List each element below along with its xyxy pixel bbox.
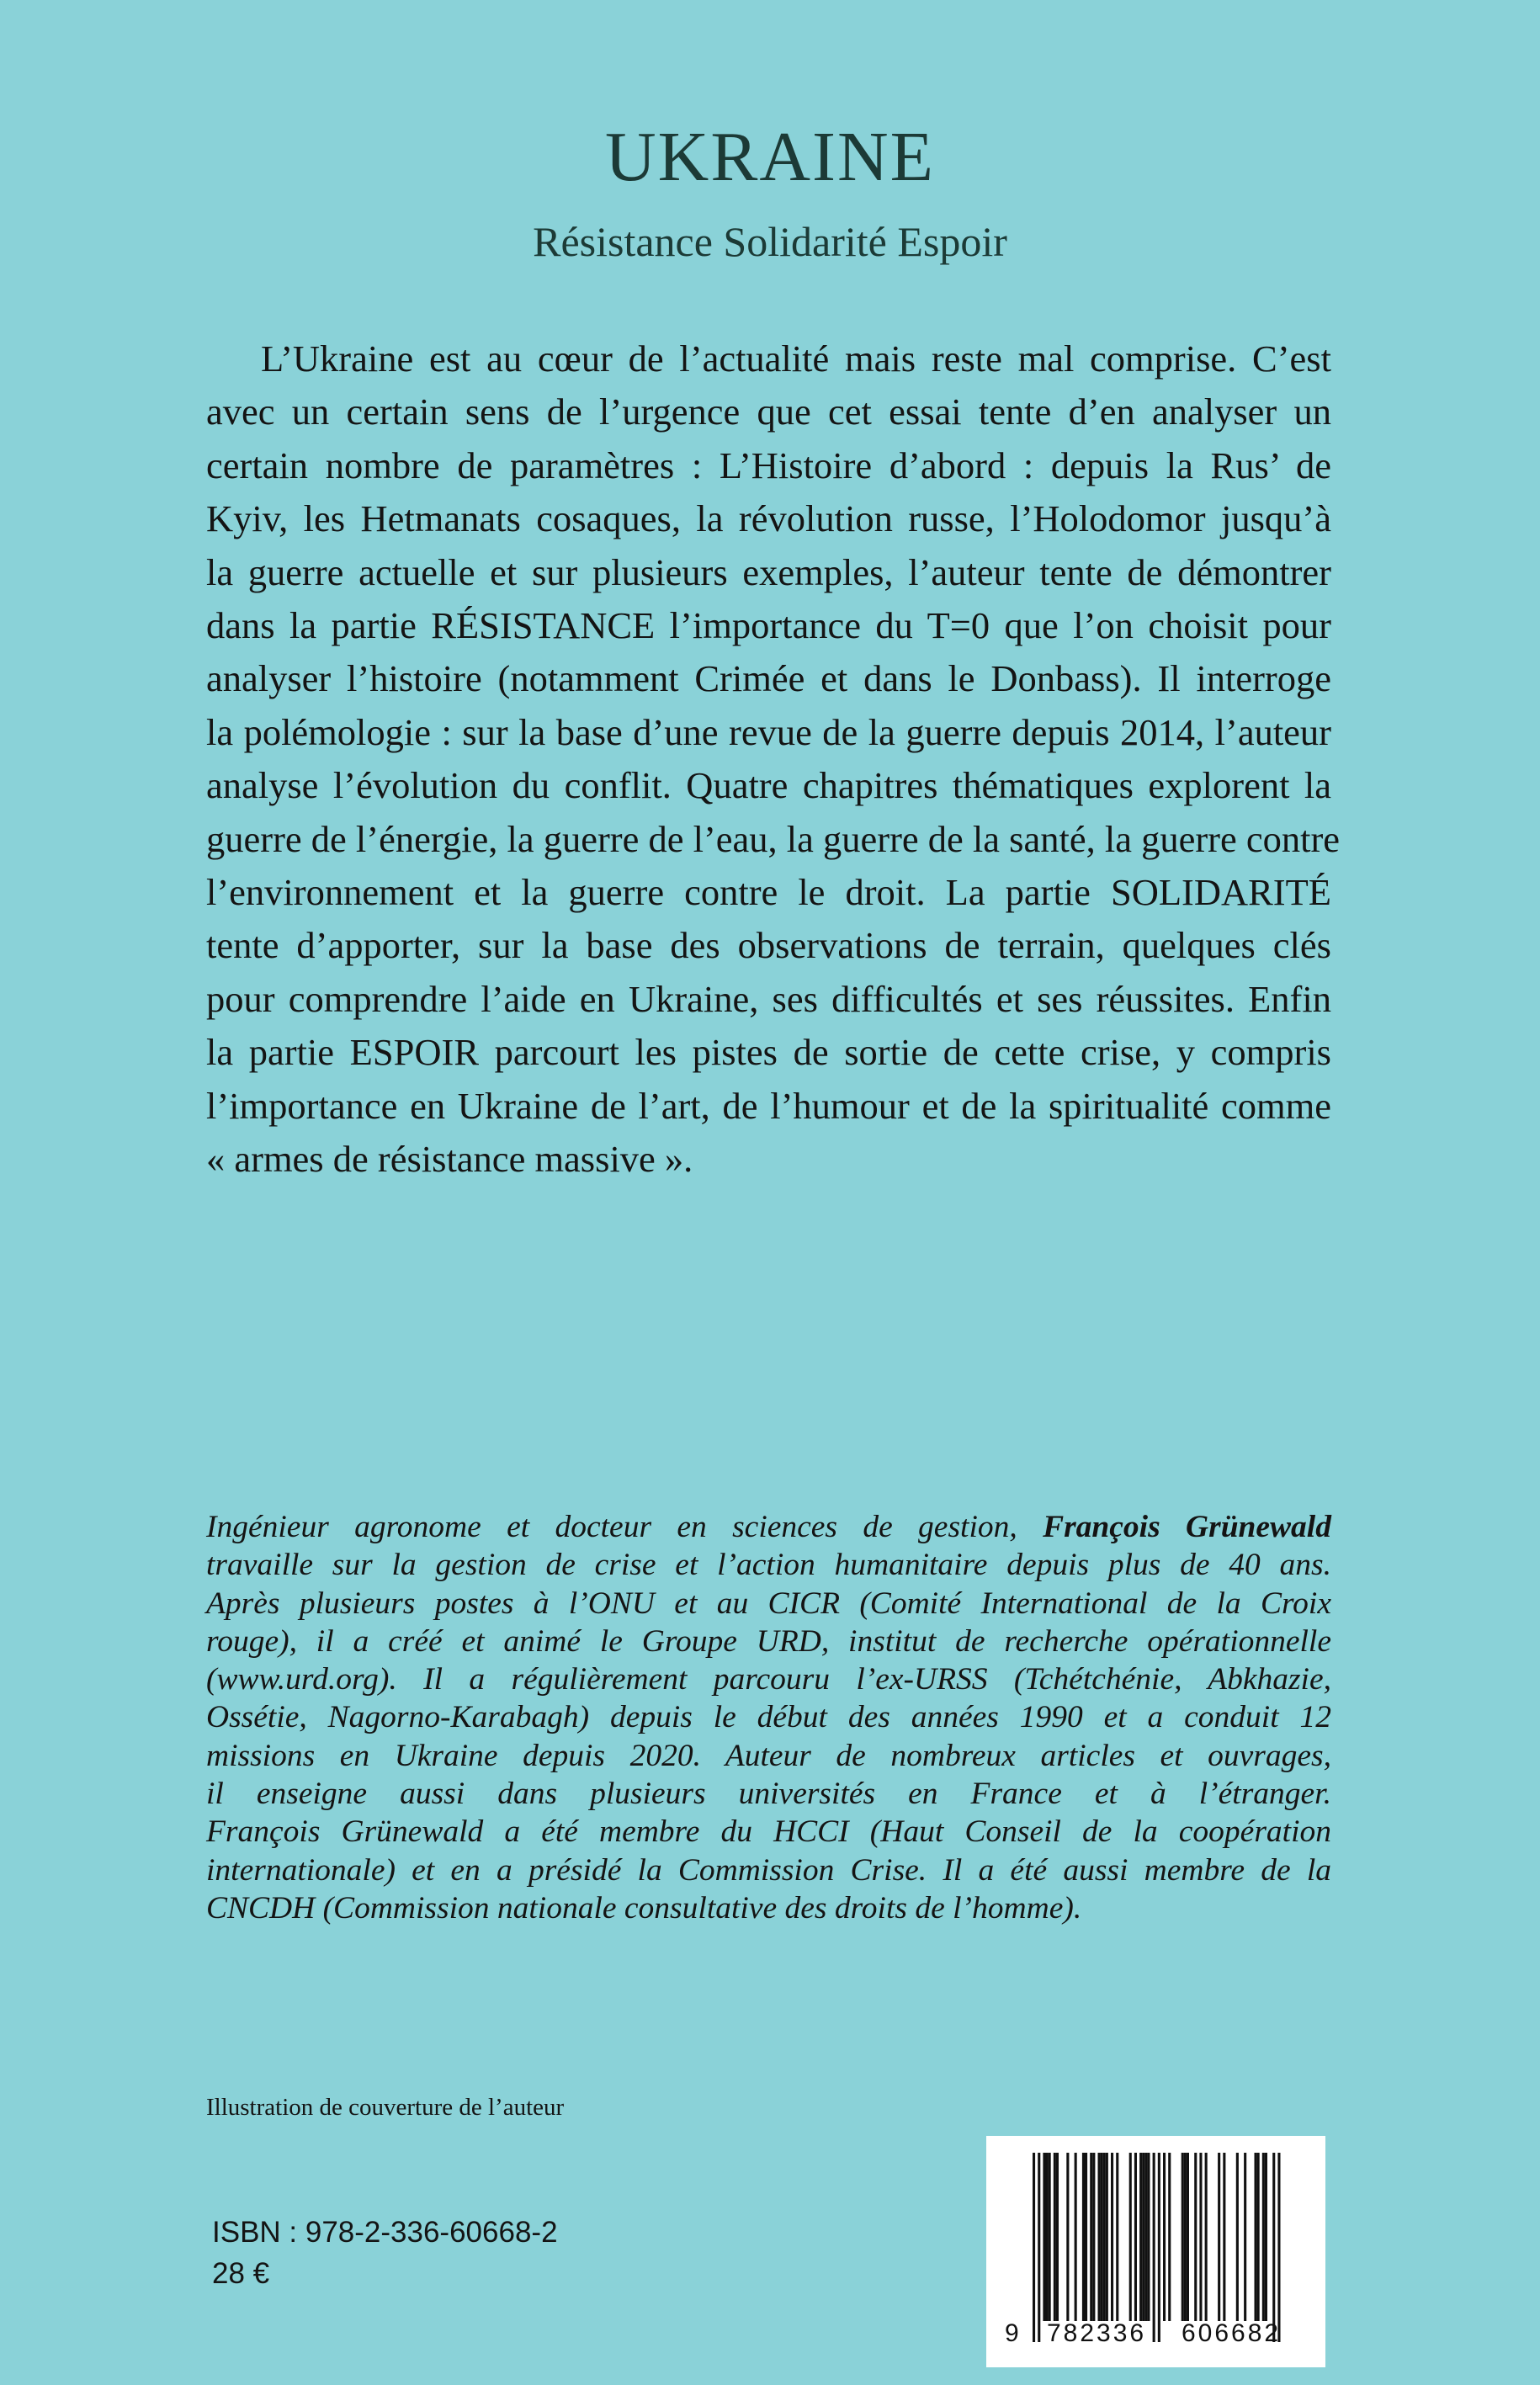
barcode-right-digits: 606682	[1182, 2319, 1282, 2347]
barcode-bar	[1066, 2153, 1069, 2321]
summary-line: « armes de résistance massive ».	[206, 1138, 693, 1181]
summary-line: analyse l’évolution du conflit. Quatre chapitres thématiques explorent la	[206, 764, 1331, 807]
summary-line: analyser l’histoire (notamment Crimée et dans le Donbass). Il interroge	[206, 657, 1331, 700]
barcode-bar	[1134, 2153, 1137, 2321]
summary-line: pour comprendre l’aide en Ukraine, ses difficultés et ses réussites. Enfin	[206, 977, 1331, 1020]
barcode-bar	[1194, 2153, 1197, 2321]
barcode-bar	[1163, 2153, 1166, 2321]
barcode-bar	[1139, 2153, 1142, 2321]
summary-line: avec un certain sens de l’urgence que cet essai tente d’en analyser un	[206, 390, 1331, 433]
barcode-bar	[1182, 2153, 1184, 2321]
barcode	[986, 2136, 1325, 2367]
barcode-bar	[1103, 2153, 1106, 2321]
barcode-bar	[1049, 2153, 1051, 2321]
barcode-bar	[1142, 2153, 1144, 2321]
barcode-bar	[1046, 2153, 1049, 2321]
bio-line: missions en Ukraine depuis 2020. Auteur de nombreux articles et ouvrages,	[206, 1738, 1331, 1773]
summary-line: la polémologie : sur la base d’une revue de la guerre depuis 2014, l’auteur	[206, 710, 1331, 753]
barcode-bar	[1187, 2153, 1189, 2321]
bio-intro-text: Ingénieur agronome et docteur en sciences de gestion,	[206, 1510, 1043, 1544]
author-name: François Grünewald	[1043, 1510, 1331, 1544]
summary-line: tente d’apporter, sur la base des observations de terrain, quelques clés	[206, 924, 1331, 967]
barcode-bar	[1038, 2153, 1040, 2342]
barcode-bar	[1111, 2153, 1113, 2321]
barcode-bar	[1101, 2153, 1103, 2321]
barcode-bar	[1262, 2153, 1265, 2321]
barcode-bar	[1158, 2153, 1160, 2342]
summary-line: guerre de l’énergie, la guerre de l’eau, la guerre de la santé, la guerre contre	[206, 817, 1341, 860]
barcode-bar	[1184, 2153, 1187, 2321]
barcode-bar	[1205, 2153, 1208, 2321]
barcode-bar	[1144, 2153, 1147, 2321]
summary-line: dans la partie RÉSISTANCE l’importance du T=0 que l’on choisit pour	[206, 604, 1331, 647]
barcode-bar	[1255, 2153, 1257, 2321]
bio-line: il enseigne aussi dans plusieurs universités en France et à l’étranger.	[206, 1777, 1331, 1812]
bio-line: (www.urd.org). Il a régulièrement parcouru l’ex-URSS (Tchétchénie, Abkhazie,	[206, 1662, 1331, 1697]
barcode-bar	[1199, 2153, 1202, 2321]
barcode-bar	[1090, 2153, 1092, 2321]
barcode-bar	[1265, 2153, 1267, 2321]
barcode-bar	[1153, 2153, 1155, 2342]
barcode-bar	[1236, 2153, 1239, 2321]
barcode-bar	[1033, 2153, 1035, 2342]
barcode-bar	[1043, 2153, 1045, 2321]
bio-line	[206, 1508, 1331, 1546]
barcode-bar	[1106, 2153, 1108, 2321]
barcode-lead-digit: 9	[1005, 2319, 1019, 2347]
barcode-digits	[986, 2319, 1325, 2353]
summary-line: l’environnement et la guerre contre le droit. La partie SOLIDARITÉ	[206, 871, 1331, 914]
barcode-bar	[1257, 2153, 1260, 2321]
bio-line: travaille sur la gestion de crise et l’action humanitaire depuis plus de 40 ans.	[206, 1548, 1331, 1583]
bio-line: Ossétie, Nagorno-Karabagh) depuis le début des années 1990 et a conduit 12	[206, 1700, 1331, 1735]
barcode-bar	[1277, 2153, 1280, 2342]
bio-line: rouge), il a créé et animé le Groupe URD, institut de recherche opérationnelle	[206, 1623, 1331, 1659]
book-summary	[206, 332, 1341, 1187]
summary-line: Kyiv, les Hetmanats cosaques, la révolution russe, l’Holodomor jusqu’à	[206, 497, 1331, 540]
barcode-bar	[1244, 2153, 1246, 2321]
barcode-bar	[1147, 2153, 1150, 2321]
bio-line: Après plusieurs postes à l’ONU et au CICR (Comité International de la Croix	[206, 1586, 1331, 1621]
bio-line: François Grünewald a été membre du HCCI (Haut Conseil de la coopération	[206, 1814, 1331, 1850]
book-title: UKRAINE	[605, 118, 935, 196]
summary-line: L’Ukraine est au cœur de l’actualité mais reste mal comprise. C’est	[261, 337, 1331, 380]
barcode-bar	[1085, 2153, 1087, 2321]
summary-line: certain nombre de paramètres : L’Histoire d’abord : depuis la Rus’ de	[206, 444, 1331, 486]
bio-line: CNCDH (Commission nationale consultative des droits de l’homme).	[206, 1890, 1082, 1926]
barcode-bar	[1223, 2153, 1225, 2321]
isbn-number: ISBN : 978-2-336-60668-2	[212, 2216, 558, 2249]
barcode-bar	[1168, 2153, 1171, 2321]
barcode-bar	[1129, 2153, 1132, 2321]
summary-line: la partie ESPOIR parcourt les pistes de sortie de cette crise, y compris	[206, 1031, 1331, 1074]
bio-line: internationale) et en a présidé la Commission Crise. Il a été aussi membre de la	[206, 1852, 1331, 1888]
barcode-bar	[1075, 2153, 1077, 2321]
barcode-bar	[1056, 2153, 1059, 2321]
barcode-bar	[1218, 2153, 1220, 2321]
barcode-bar	[1272, 2153, 1275, 2342]
barcode-bar	[1054, 2153, 1056, 2321]
author-bio	[206, 1508, 1331, 1927]
barcode-left-digits: 782336	[1047, 2319, 1147, 2347]
illustration-credit: Illustration de couverture de l’auteur	[206, 2094, 565, 2121]
summary-line: la guerre actuelle et sur plusieurs exemples, l’auteur tente de démontrer	[206, 550, 1331, 593]
barcode-bar	[1082, 2153, 1085, 2321]
summary-line: l’importance en Ukraine de l’art, de l’humour et de la spiritualité comme	[206, 1084, 1331, 1127]
price-label: 28 €	[212, 2257, 270, 2290]
book-subtitle: Résistance Solidarité Espoir	[533, 218, 1007, 265]
barcode-bar	[1092, 2153, 1095, 2321]
barcode-bar	[1098, 2153, 1101, 2321]
barcode-bar	[1116, 2153, 1118, 2321]
